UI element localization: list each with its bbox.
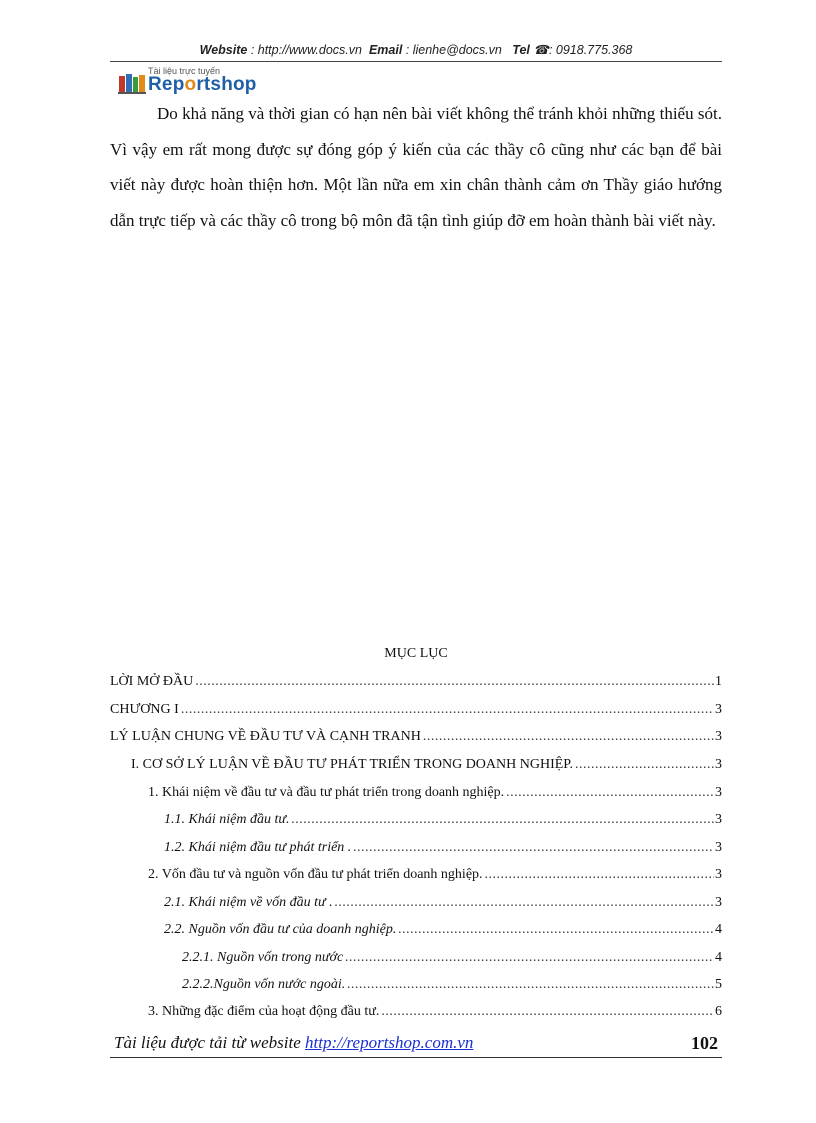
- closing-paragraph: Do khả năng và thời gian có hạn nên bài viết không thể tránh khỏi những thiếu sót. Vì vậy em rất mong được sự đóng góp ý kiến của các thầy cô cũng như các bạn để bài viết này được hoàn thiện hơn. Một lần nữa em xin chân thành cảm ơn Thầy giáo hướng dẫn trực tiếp và các thầy cô trong bộ môn đã tận tình giúp đỡ em hoàn thành bài viết này.: [110, 104, 722, 230]
- toc-item[interactable]: LÝ LUẬN CHUNG VỀ ĐẦU TƯ VÀ CẠNH TRANH ..... 3: [110, 729, 722, 745]
- toc-item[interactable]: 2.2.1. Nguồn vốn trong nước ..... 4: [182, 950, 722, 966]
- toc-item[interactable]: 3. Những đặc điểm của hoạt động đầu tư. ..... 6: [148, 1004, 722, 1020]
- logo-brand: Reportshop: [148, 74, 257, 95]
- toc-item[interactable]: 1.1. Khái niệm đầu tư. ..... 3: [164, 812, 722, 828]
- page-footer: [114, 1033, 473, 1053]
- website-value: : http://www.docs.vn: [250, 43, 362, 57]
- toc-item[interactable]: LỜI MỞ ĐẦU ..... 1: [110, 674, 722, 690]
- toc-title: MỤC LỤC: [384, 646, 448, 661]
- toc-item[interactable]: 1.2. Khái niệm đầu tư phát triển . ..... 3: [164, 840, 722, 856]
- email-label: Email: [368, 43, 403, 57]
- toc-item[interactable]: 2.2. Nguồn vốn đầu tư của doanh nghiệp. ..... 4: [164, 922, 722, 938]
- page-number: 102: [691, 1033, 718, 1053]
- email-value: : lienhe@docs.vn: [405, 43, 502, 57]
- tel-label: Tel: [512, 43, 530, 57]
- website-label: Website: [199, 43, 248, 57]
- toc-item[interactable]: 2. Vốn đầu tư và nguồn vốn đầu tư phát triển doanh nghiệp. ..... 3: [148, 867, 722, 883]
- toc-item[interactable]: 2.1. Khái niệm về vốn đầu tư . ..... 3: [164, 895, 722, 911]
- footer-link[interactable]: http://reportshop.com.vn: [305, 1033, 474, 1052]
- logo-tagline: Tài liệu trực tuyến: [148, 66, 221, 76]
- toc-item[interactable]: CHƯƠNG I ..... 3: [110, 702, 722, 718]
- header-rule: [110, 61, 722, 62]
- page-header: [110, 42, 722, 57]
- tel-value: : 0918.775.368: [548, 43, 633, 57]
- toc-item[interactable]: 1. Khái niệm về đầu tư và đầu tư phát triển trong doanh nghiệp. ..... 3: [148, 785, 722, 801]
- toc-item[interactable]: I. CƠ SỞ LÝ LUẬN VỀ ĐẦU TƯ PHÁT TRIỂN TRONG DOANH NGHIỆP. ..... 3: [131, 757, 722, 773]
- phone-icon: ☎: [533, 43, 549, 57]
- books-icon: [118, 72, 146, 94]
- reportshop-logo: [118, 66, 278, 96]
- footer-rule: [110, 1057, 722, 1058]
- toc-item[interactable]: 2.2.2.Nguồn vốn nước ngoài. ..... 5: [182, 977, 722, 993]
- footer-text: Tài liệu được tải từ website: [114, 1033, 305, 1052]
